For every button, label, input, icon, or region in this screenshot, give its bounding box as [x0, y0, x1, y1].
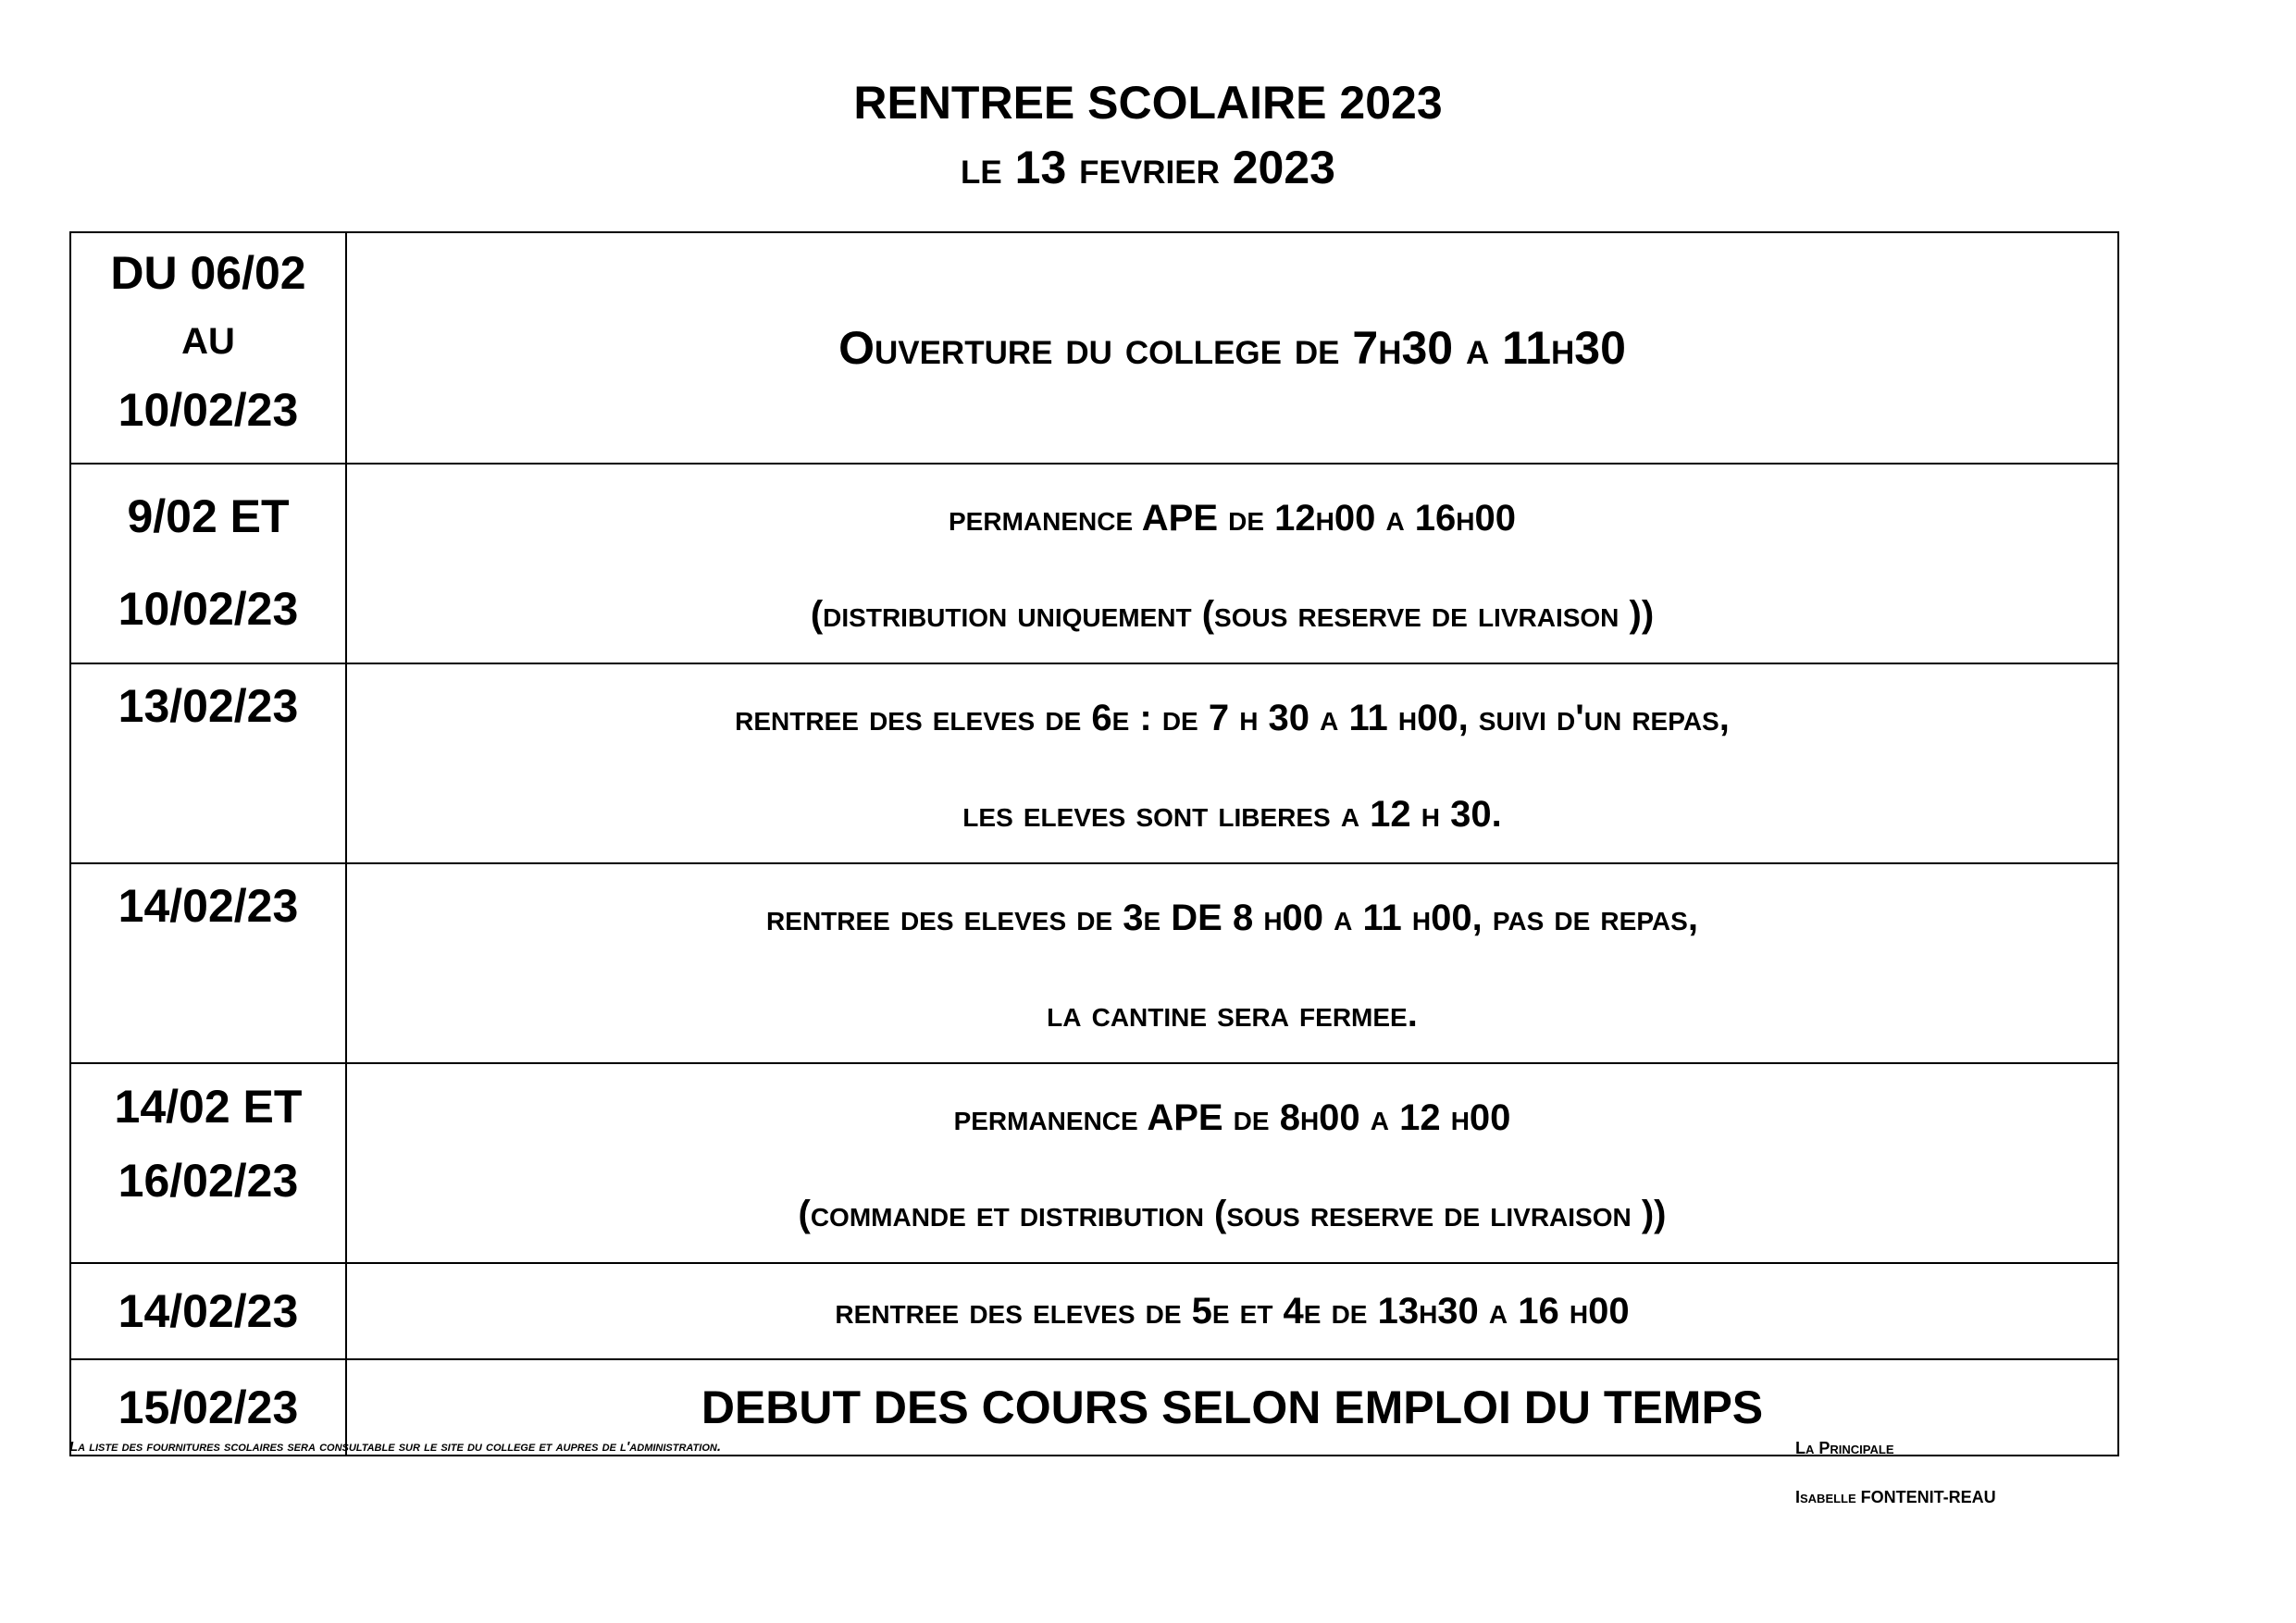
table-row — [70, 464, 2118, 663]
date-line: 13/02/23 — [118, 680, 299, 732]
schedule-table — [69, 231, 2119, 1456]
content-line: DEBUT DES COURS SELON EMPLOI DU TEMPS — [701, 1381, 1764, 1433]
date-cell — [70, 464, 346, 663]
content-cell — [346, 863, 2118, 1063]
date-line: 10/02/23 — [118, 583, 299, 635]
content-line: rentree des eleves de 3e DE 8 h00 a 11 h00, pas de repas, — [766, 898, 1698, 938]
page-title: RENTREE SCOLAIRE 2023 — [853, 77, 1443, 129]
date-cell — [70, 663, 346, 863]
content-line: permanence APE de 8h00 a 12 h00 — [953, 1097, 1511, 1138]
date-cell — [70, 232, 346, 464]
signature-title: La Principale — [1795, 1439, 1894, 1457]
content-line: Ouverture du college de 7h30 a 11h30 — [838, 322, 1626, 374]
content-cell — [346, 464, 2118, 663]
page-subtitle: le 13 fevrier 2023 — [961, 142, 1335, 193]
content-cell — [346, 232, 2118, 464]
date-line: 14/02 ET — [114, 1081, 303, 1133]
table-row — [70, 663, 2118, 863]
table-row — [70, 1063, 2118, 1263]
table-row — [70, 232, 2118, 464]
signature-name: Isabelle FONTENIT-REAU — [1795, 1488, 1996, 1506]
date-cell — [70, 863, 346, 1063]
content-line: rentree des eleves de 6e : de 7 h 30 a 11 h00, suivi d'un repas, — [735, 698, 1730, 738]
date-line: 14/02/23 — [118, 880, 299, 932]
content-line: (commande et distribution (sous reserve de livraison )) — [798, 1194, 1667, 1234]
content-line: rentree des eleves de 5e et 4e de 13h30 a 16 h00 — [835, 1290, 1630, 1332]
content-cell — [346, 1063, 2118, 1263]
date-line: 14/02/23 — [118, 1285, 299, 1337]
footer-note: La liste des fournitures scolaires sera consultable sur le site du college et aupres de l'administration. — [69, 1439, 721, 1455]
date-line: 10/02/23 — [118, 384, 299, 436]
content-cell — [346, 663, 2118, 863]
content-line: les eleves sont liberes a 12 h 30. — [962, 794, 1502, 835]
date-line: DU 06/02 — [110, 247, 306, 299]
content-line: permanence APE de 12h00 a 16h00 — [949, 498, 1516, 539]
content-line: la cantine sera fermee. — [1047, 994, 1418, 1035]
table-row — [70, 863, 2118, 1063]
date-line: AU — [181, 321, 235, 362]
date-cell — [70, 1263, 346, 1359]
table-row — [70, 1263, 2118, 1359]
content-cell — [346, 1263, 2118, 1359]
date-line: 9/02 ET — [127, 490, 290, 542]
date-cell — [70, 1063, 346, 1263]
content-line: (distribution uniquement (sous reserve de livraison )) — [810, 594, 1655, 635]
date-line: 16/02/23 — [118, 1155, 299, 1207]
date-line: 15/02/23 — [118, 1381, 299, 1433]
